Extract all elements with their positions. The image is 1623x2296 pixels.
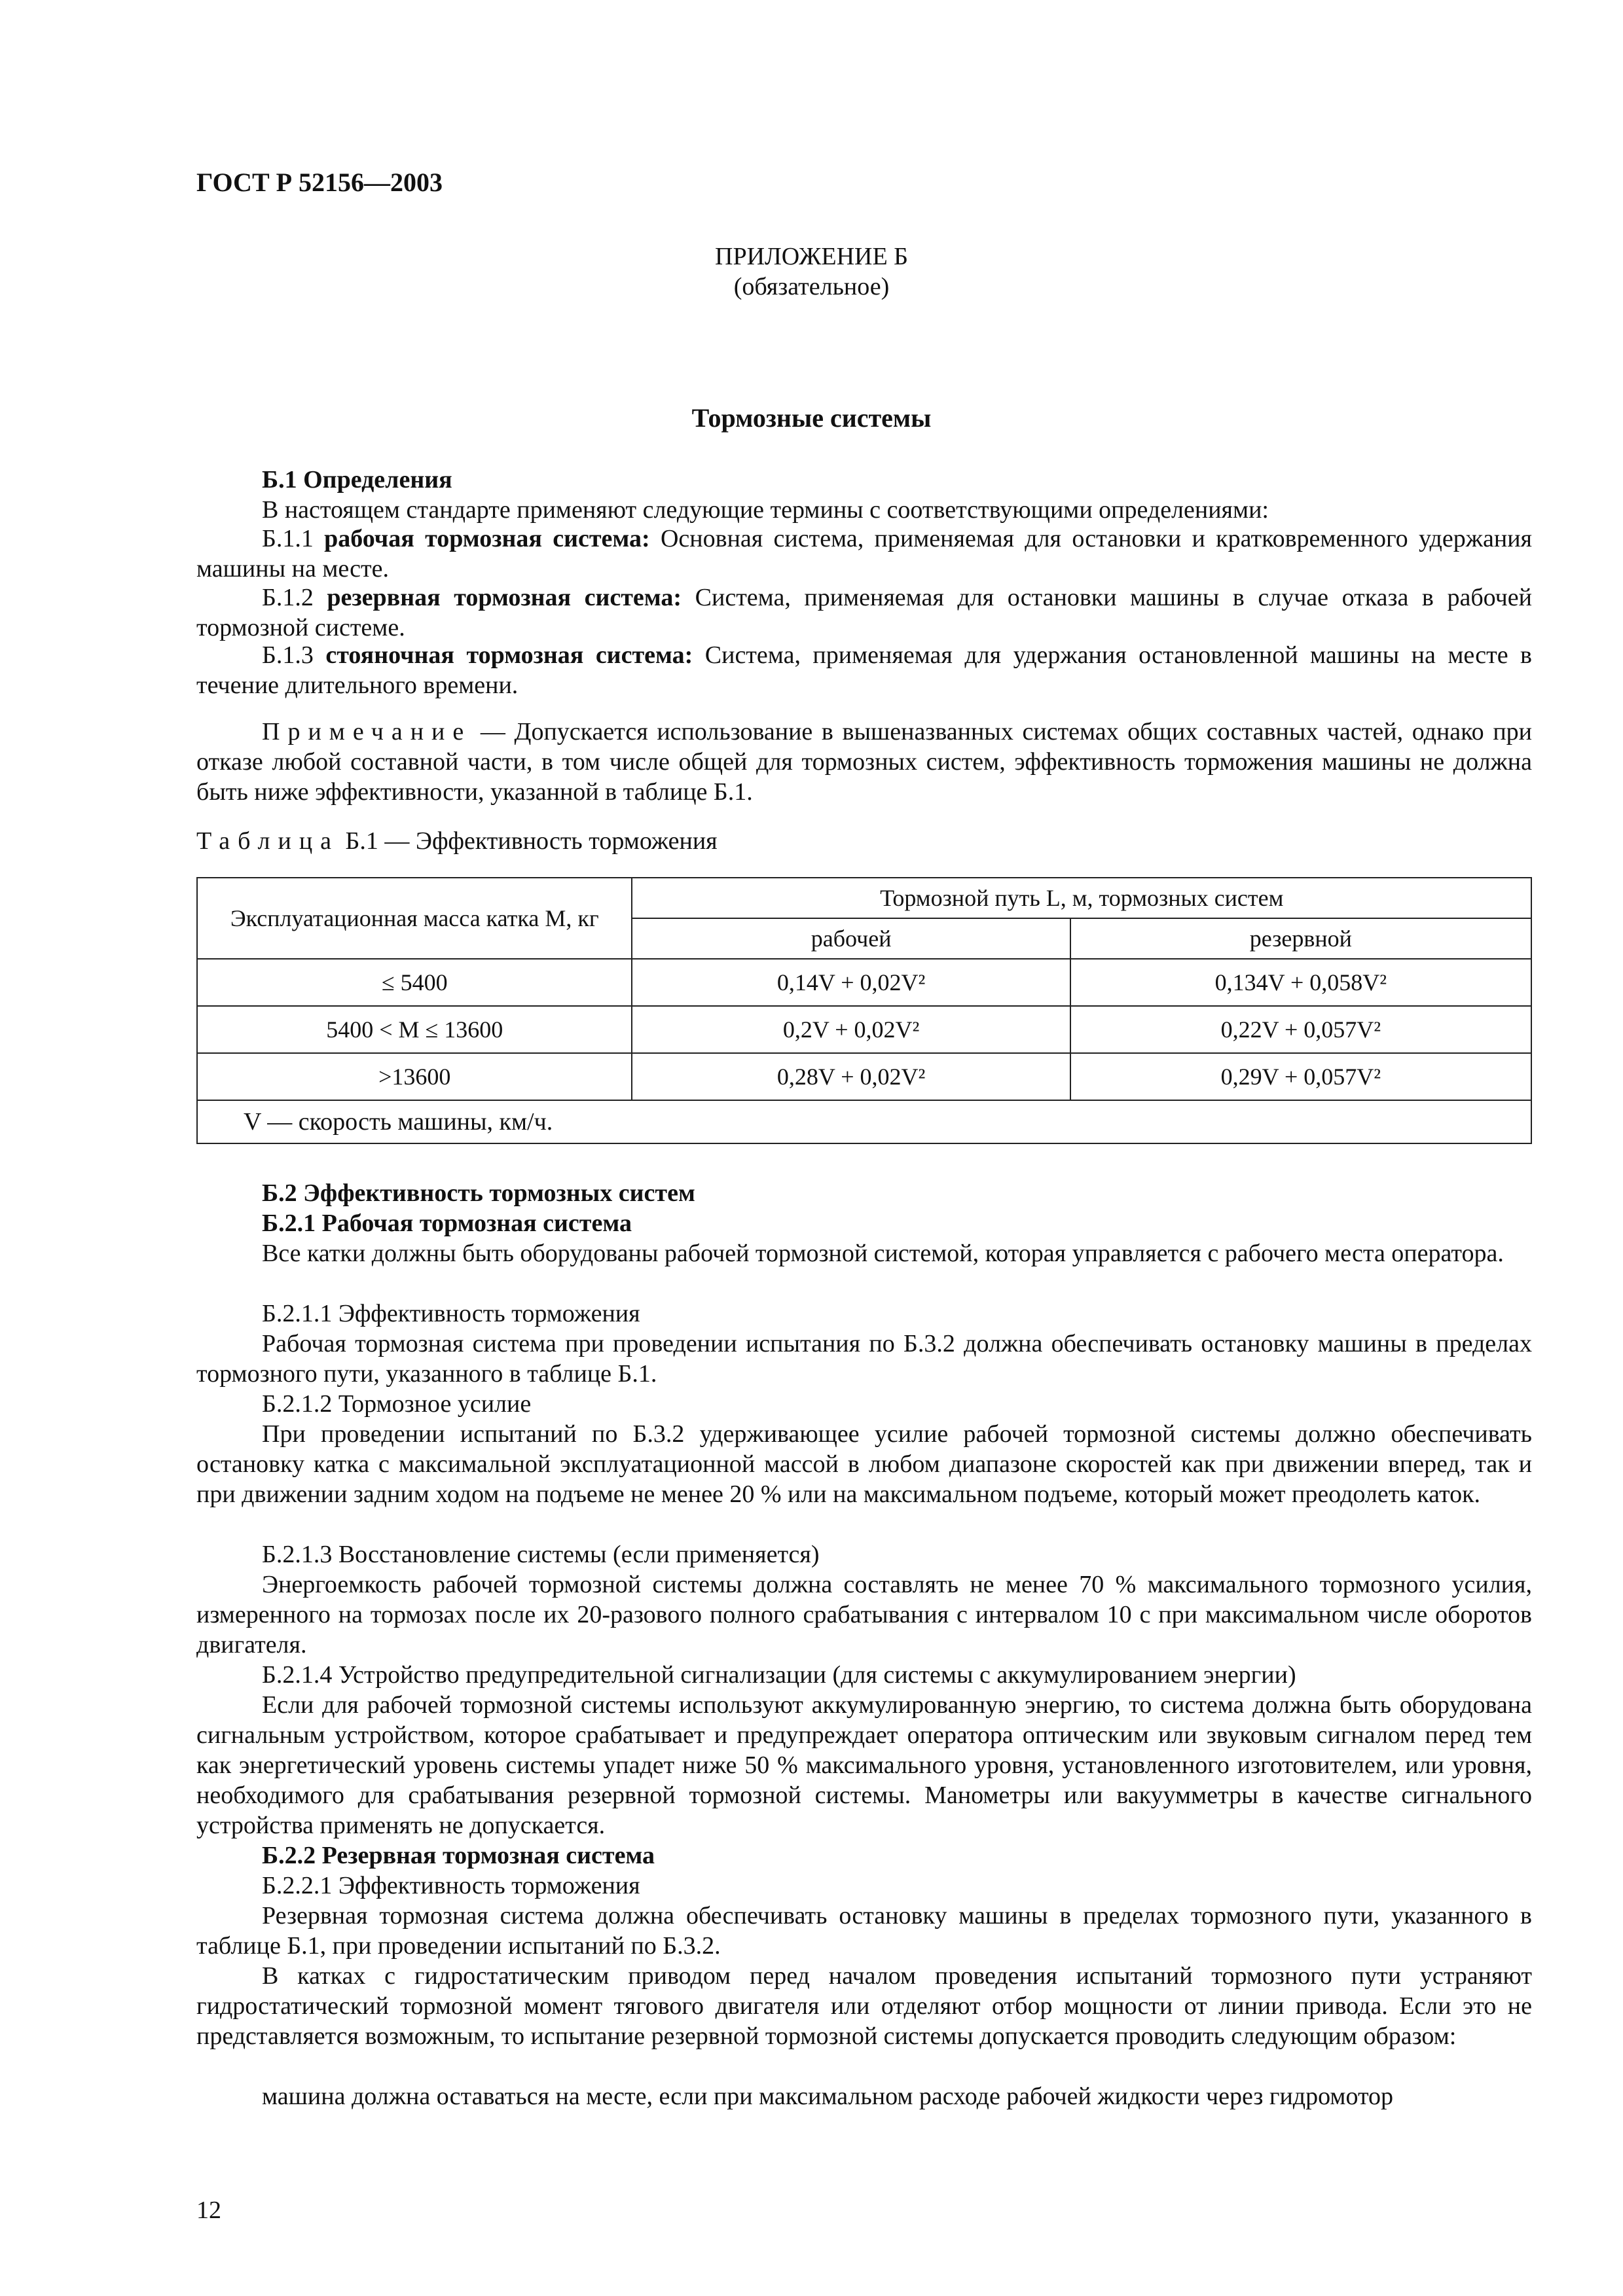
definition-number: Б.1.2 (262, 584, 327, 611)
heading-b214: Б.2.1.4 Устройство предупредительной сигнализации (для системы с аккумулированием энергии) (262, 1661, 1296, 1689)
definition-term: резервная тормозная система: (327, 584, 682, 611)
table-cell-mass: 5400 < M ≤ 13600 (197, 1006, 632, 1053)
heading-b213: Б.2.1.3 Восстановление системы (если применяется) (262, 1541, 820, 1568)
page-number: 12 (196, 2197, 221, 2224)
table-header-reserve: резервной (1070, 918, 1531, 959)
table-row (197, 1053, 1531, 1100)
table-row (197, 1006, 1531, 1053)
definition-term: рабочая тормозная система: (324, 525, 650, 552)
table-cell-mass: ≤ 5400 (197, 959, 632, 1006)
b1-intro: В настоящем стандарте применяют следующие термины с соответствующими определениями: (262, 496, 1269, 524)
heading-b21: Б.2.1 Рабочая тормозная система (262, 1210, 632, 1237)
table-header-mass: Эксплуатационная масса катка M, кг (197, 878, 632, 959)
note-label: Примечание (262, 718, 472, 745)
table-caption (196, 826, 1532, 856)
heading-b2: Б.2 Эффективность тормозных систем (262, 1179, 695, 1207)
appendix-status: (обязательное) (733, 273, 890, 300)
heading-b22: Б.2.2 Резервная тормозная система (262, 1842, 655, 1869)
table-cell-reserve: 0,29V + 0,057V² (1070, 1053, 1531, 1100)
table-cell-work: 0,2V + 0,02V² (632, 1006, 1070, 1053)
definition-text: Система, применяемая для удержания остановленной машины на месте в течение длительного времени. (196, 641, 1533, 699)
paragraph-b223: машина должна оставаться на месте, если при максимальном расходе рабочей жидкости через гидромотор (262, 2083, 1394, 2110)
table-caption-text: Б.1 — Эффективность торможения (339, 827, 718, 855)
section-title: Тормозные системы (691, 403, 932, 433)
definition-b13 (196, 640, 1532, 700)
note (196, 717, 1532, 807)
table-cell-work: 0,14V + 0,02V² (632, 959, 1070, 1006)
table-cell-work: 0,28V + 0,02V² (632, 1053, 1070, 1100)
table-footnote: V — скорость машины, км/ч. (197, 1100, 1531, 1143)
definition-text: Система, применяемая для остановки машины в случае отказа в рабочей тормозной системе. (196, 584, 1532, 641)
braking-efficiency-table (196, 877, 1532, 1144)
definition-number: Б.1.1 (262, 525, 325, 552)
table-header-path: Тормозной путь L, м, тормозных систем (632, 878, 1531, 918)
table-row (197, 959, 1531, 1006)
table-header-work: рабочей (632, 918, 1070, 959)
document-code: ГОСТ Р 52156—2003 (196, 168, 443, 197)
table-cell-reserve: 0,134V + 0,058V² (1070, 959, 1531, 1006)
definition-text: Основная система, применяемая для остановки и кратковременного удержания машины на месте. (196, 525, 1533, 583)
heading-b211: Б.2.1.1 Эффективность торможения (262, 1300, 640, 1327)
definition-number: Б.1.3 (262, 641, 326, 669)
heading-b1: Б.1 Определения (262, 466, 452, 493)
table-cell-mass: >13600 (197, 1053, 632, 1100)
table-caption-label: Таблица (196, 827, 340, 855)
definition-b12 (196, 583, 1532, 643)
appendix-title: ПРИЛОЖЕНИЕ Б (715, 243, 908, 270)
paragraph-b213: Энергоемкость рабочей тормозной системы должна составлять не менее 70 % максимального тормозного усилия, измеренного на тормозах после их 20-разового полного срабатывания с интервалом 10 с при максимальном числе оборотов двигателя. (196, 1571, 1532, 1659)
note-text: — Допускается использование в вышеназванных системах общих составных частей, однако при отказе любой составной части, в том числе общей для тормозных систем, эффективность торможения машины не должна быть ниже эффективности, указанной в таблице Б.1. (196, 718, 1532, 806)
definition-term: стояночная тормозная система: (325, 641, 693, 669)
definition-b11 (196, 524, 1532, 584)
table-cell-reserve: 0,22V + 0,057V² (1070, 1006, 1531, 1053)
paragraph-b21: Все катки должны быть оборудованы рабочей тормозной системой, которая управляется с рабочего места оператора. (262, 1240, 1504, 1267)
paragraph-b221: Резервная тормозная система должна обеспечивать остановку машины в пределах тормозного пути, указанного в таблице Б.1, при проведении испытаний по Б.3.2. (196, 1902, 1532, 1960)
heading-b212: Б.2.1.2 Тормозное усилие (262, 1390, 532, 1418)
paragraph-b211: Рабочая тормозная система при проведении испытания по Б.3.2 должна обеспечивать остановку машины в пределах тормозного пути, указанного в таблице Б.1. (196, 1330, 1532, 1388)
heading-b221: Б.2.2.1 Эффективность торможения (262, 1872, 640, 1899)
paragraph-b212: При проведении испытаний по Б.3.2 удерживающее усилие рабочей тормозной системы должно обеспечивать остановку катка с максимальной эксплуатационной массой в любом диапазоне скоростей как при движении вперед, так и при движении задним ходом на подъеме не менее 20 % или на максимальном подъеме, который может преодолеть каток. (196, 1420, 1532, 1508)
paragraph-b222: В катках с гидростатическим приводом перед началом проведения испытаний тормозного пути устраняют гидростатический тормозной момент тягового двигателя или отделяют отбор мощности от линии привода. Если это не представляется возможным, то испытание резервной тормозной системы допускается проводить следующим образом: (196, 1962, 1532, 2050)
paragraph-b214: Если для рабочей тормозной системы используют аккумулированную энергию, то система должна быть оборудована сигнальным устройством, которое срабатывает и предупреждает оператора оптическим или звуковым сигналом перед тем как энергетический уровень системы упадет ниже 50 % максимального уровня, установленного изготовителем, или уровня, необходимого для срабатывания резервной тормозной системы. Манометры или вакуумметры в качестве сигнального устройства применять не допускается. (196, 1691, 1532, 1839)
